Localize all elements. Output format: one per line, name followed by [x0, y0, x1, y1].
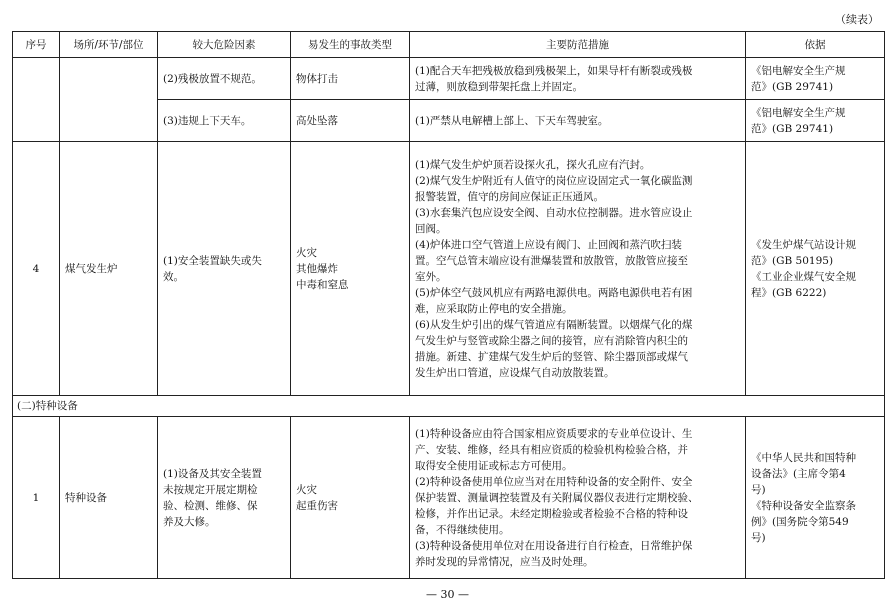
- cell-hazard: [158, 142, 291, 396]
- table-row: [13, 142, 885, 396]
- measure-line: 报警装置，值守的房间应保证正压通风。: [415, 190, 604, 203]
- hazard-line: 验、检测、维修、保: [163, 499, 258, 512]
- table-row: [13, 417, 885, 579]
- measure-line: 发生炉出口管道，应设煤气自动放散装置。: [415, 366, 615, 379]
- cell-accident: [291, 142, 410, 396]
- basis-line: 《铝电解安全生产规: [751, 106, 846, 119]
- cell-place: 特种设备: [60, 417, 158, 579]
- cell-measures: [410, 417, 746, 579]
- header-basis: 依据: [746, 32, 885, 58]
- measure-line: 回阀。: [415, 222, 447, 235]
- cell-basis: [746, 142, 885, 396]
- header-no: 序号: [13, 32, 60, 58]
- section-row: [13, 396, 885, 417]
- measure-line: (1)配合天车把残极放稳到残极架上，如果导杆有断裂或残极: [415, 64, 693, 77]
- hazard-line: (1)设备及其安全装置: [163, 467, 262, 480]
- cell-hazard: [158, 417, 291, 579]
- hazard-table: [12, 31, 885, 579]
- cell-measures: [410, 100, 746, 142]
- measure-line: (6)从发生炉引出的煤气管道应有隔断装置。以烟煤气化的煤: [415, 318, 693, 331]
- accident-line: 火灾: [296, 483, 317, 496]
- hazard-line: 效。: [163, 270, 184, 283]
- basis-line: 《发生炉煤气站设计规: [751, 238, 856, 251]
- header-hazard: 较大危险因素: [158, 32, 291, 58]
- measure-line: 保护装置、测量调控装置及有关附属仪器仪表进行定期校验、: [415, 491, 699, 504]
- measure-line: (1)特种设备应由符合国家相应资质要求的专业单位设计、生: [415, 427, 693, 440]
- cell-hazard: (2)残极放置不规范。: [158, 58, 291, 100]
- measure-line: (1)煤气发生炉炉顶若设探火孔，探火孔应有汽封。: [415, 158, 651, 171]
- basis-line: 程》(GB 6222): [751, 286, 827, 299]
- basis-line: 号): [751, 531, 766, 544]
- measure-line: 难，应采取防止停电的安全措施。: [415, 302, 573, 315]
- measure-line: 检修，并作出记录。未经定期检验或者检验不合格的特种设: [415, 507, 688, 520]
- measure-line: 养时发现的异常情况，应当及时处理。: [415, 555, 594, 568]
- measure-line: 置。空气总管末端应设有泄爆装置和放散管，放散管应接至: [415, 254, 688, 267]
- cell-place: 煤气发生炉: [60, 142, 158, 396]
- cell-accident: 物体打击: [291, 58, 410, 100]
- basis-line: 《中华人民共和国特种: [751, 451, 856, 464]
- measure-line: 备，不得继续使用。: [415, 523, 510, 536]
- header-place: 场所/环节/部位: [60, 32, 158, 58]
- basis-line: 范》(GB 29741): [751, 80, 834, 93]
- accident-line: 起重伤害: [296, 499, 338, 512]
- accident-line: 中毒和窒息: [296, 278, 349, 291]
- measure-line: 取得安全使用证或标志方可使用。: [415, 459, 573, 472]
- measure-line: 气发生炉与竖管或除尘器之间的接管，应有消除管内积尘的: [415, 334, 688, 347]
- measure-line: 措施。新建、扩建煤气发生炉后的竖管、除尘器顶部或煤气: [415, 350, 688, 363]
- section-title: (二)特种设备: [13, 396, 885, 417]
- basis-line: 设备法》(主席令第4: [751, 467, 846, 480]
- header-accident: 易发生的事故类型: [291, 32, 410, 58]
- measure-line: (4)炉体进口空气管道上应设有阀门、止回阀和蒸汽吹扫装: [415, 238, 682, 251]
- basis-line: 《工业企业煤气安全规: [751, 270, 856, 283]
- cell-accident: 高处坠落: [291, 100, 410, 142]
- measure-line: (2)特种设备使用单位应当对在用特种设备的安全附件、安全: [415, 475, 693, 488]
- cell-basis: [746, 100, 885, 142]
- accident-line: 火灾: [296, 246, 317, 259]
- cell-measures: [410, 58, 746, 100]
- cell-no: 4: [13, 142, 60, 396]
- basis-line: 《铝电解安全生产规: [751, 64, 846, 77]
- table-header-row: [13, 32, 885, 58]
- measure-line: (5)炉体空气鼓风机应有两路电源供电。两路电源供电若有困: [415, 286, 693, 299]
- measure-line: 室外。: [415, 270, 447, 283]
- accident-line: 其他爆炸: [296, 262, 338, 275]
- continued-label: （续表）: [835, 13, 879, 26]
- cell-no: 1: [13, 417, 60, 579]
- cell-measures: [410, 142, 746, 396]
- measure-line: (2)煤气发生炉附近有人值守的岗位应设固定式一氧化碳监测: [415, 174, 693, 187]
- table-row: [13, 58, 885, 100]
- hazard-line: 未按规定开展定期检: [163, 483, 258, 496]
- cell-accident: [291, 417, 410, 579]
- cell-hazard: (3)违规上下天车。: [158, 100, 291, 142]
- cell-basis: [746, 417, 885, 579]
- hazard-line: (1)安全装置缺失或失: [163, 254, 262, 267]
- basis-line: 号): [751, 483, 766, 496]
- measure-line: (1)严禁从电解槽上部上、下天车驾驶室。: [415, 114, 609, 127]
- basis-line: 《特种设备安全监察条: [751, 499, 856, 512]
- hazard-line: 养及大修。: [163, 515, 216, 528]
- measure-line: (3)水套集汽包应设安全阀、自动水位控制器。进水管应设止: [415, 206, 693, 219]
- measure-line: 产、安装、维修，经具有相应资质的检验机构检验合格，并: [415, 443, 688, 456]
- measure-line: (3)特种设备使用单位对在用设备进行自行检查，日常维护保: [415, 539, 693, 552]
- header-measures: 主要防范措施: [410, 32, 746, 58]
- basis-line: 例》(国务院令第549: [751, 515, 849, 528]
- cell-place: [60, 58, 158, 142]
- cell-no: [13, 58, 60, 142]
- basis-line: 范》(GB 29741): [751, 122, 834, 135]
- cell-basis: [746, 58, 885, 100]
- page-number: — 30 —: [426, 588, 469, 601]
- measure-line: 过薄，则放稳到带架托盘上并固定。: [415, 80, 583, 93]
- basis-line: 范》(GB 50195): [751, 254, 834, 267]
